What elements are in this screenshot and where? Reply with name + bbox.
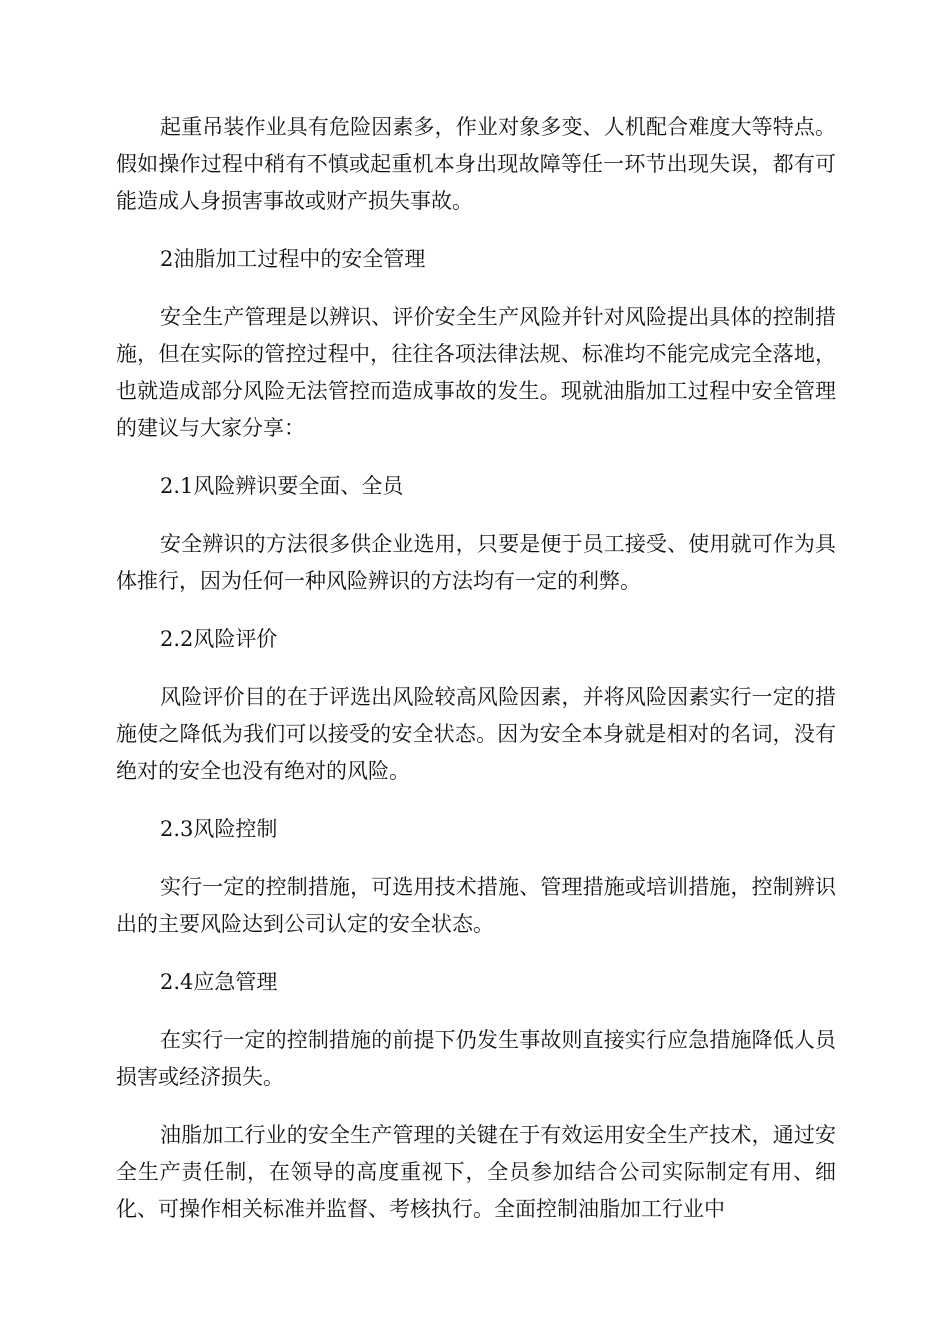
paragraph-lifting-hazards: 起重吊装作业具有危险因素多，作业对象多变、人机配合难度大等特点。假如操作过程中稍有不慎或起重机本身出现故障等任一环节出现失误，都有可能造成人身损害事故或财产损失事故。 (116, 115, 836, 213)
paragraph-safety-management: 安全生产管理是以辨识、评价安全生产风险并针对风险提出具体的控制措施，但在实际的管控过程中，往往各项法律法规、标准均不能完成完全落地，也就造成部分风险无法管控而造成事故的发生。现就油脂加工过程中安全管理的建议与大家分享： (116, 305, 836, 440)
paragraph-risk-identification: 安全辨识的方法很多供企业选用，只要是便于员工接受、使用就可作为具体推行，因为任何一种风险辨识的方法均有一定的利弊。 (116, 532, 836, 593)
paragraph-conclusion: 油脂加工行业的安全生产管理的关键在于有效运用安全生产技术，通过安全生产责任制，在领导的高度重视下，全员参加结合公司实际制定有用、细化、可操作相关标准并监督、考核执行。全面控制油脂加工行业中 (116, 1123, 836, 1221)
paragraph-emergency-management: 在实行一定的控制措施的前提下仍发生事故则直接实行应急措施降低人员损害或经济损失。 (116, 1028, 836, 1089)
section-heading-2-4: 2.4应急管理 (160, 970, 278, 994)
section-heading-2-2: 2.2风险评价 (160, 627, 278, 651)
section-heading-2-1: 2.1风险辨识要全面、全员 (160, 474, 404, 498)
paragraph-risk-evaluation: 风险评价目的在于评选出风险较高风险因素，并将风险因素实行一定的措施使之降低为我们可以接受的安全状态。因为安全本身就是相对的名词，没有绝对的安全也没有绝对的风险。 (116, 685, 836, 783)
section-heading-2: 2油脂加工过程中的安全管理 (160, 247, 426, 271)
paragraph-risk-control: 实行一定的控制措施，可选用技术措施、管理措施或培训措施，控制辨识出的主要风险达到公司认定的安全状态。 (116, 875, 836, 936)
document-body (116, 109, 836, 1249)
section-heading-2-3: 2.3风险控制 (160, 817, 278, 841)
